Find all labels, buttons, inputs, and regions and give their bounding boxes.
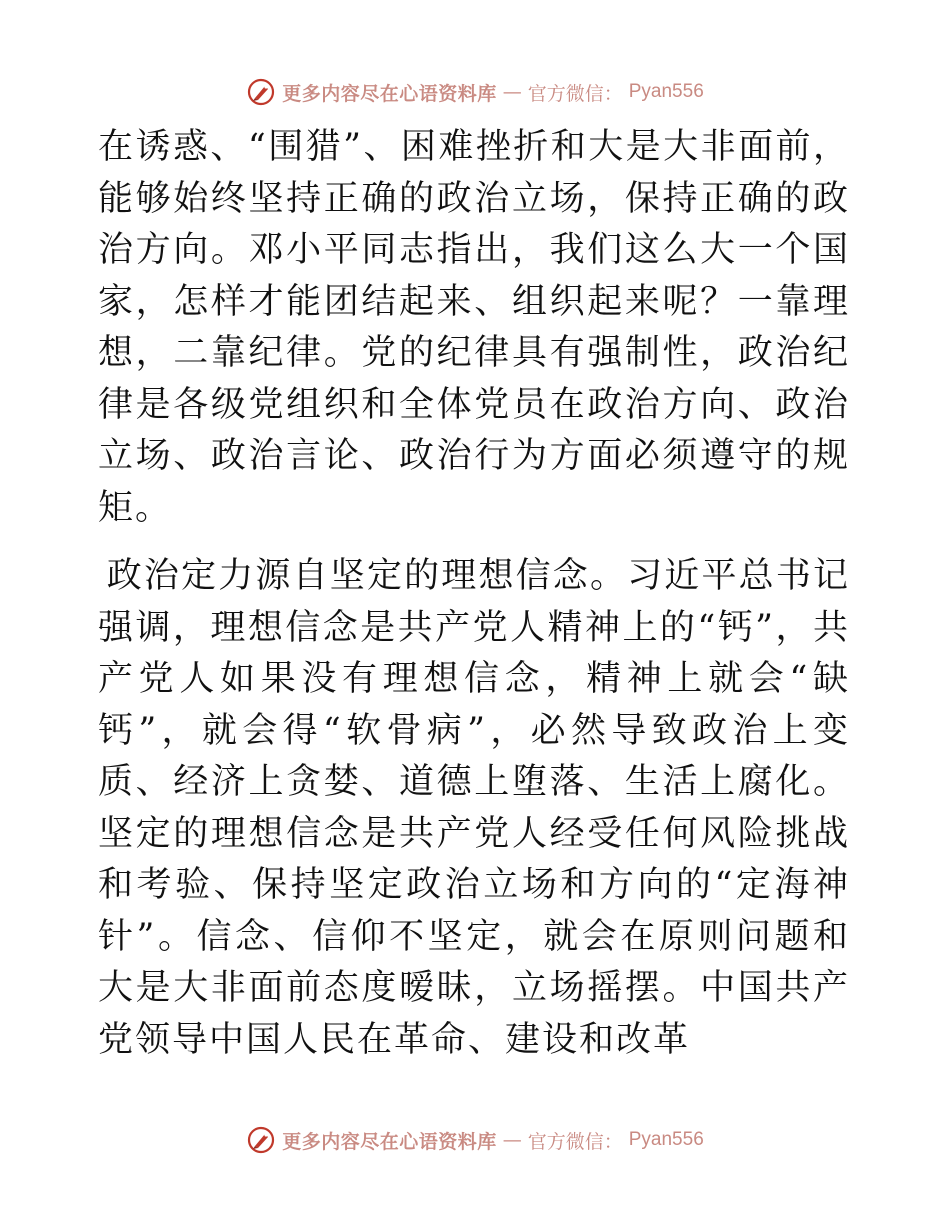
footer-banner — [0, 1120, 950, 1160]
footer-site-text: 更多内容尽在心语资料库 — [282, 1130, 497, 1153]
paragraph: 在诱惑、“围猎”、困难挫折和大是大非面前，能够始终坚持正确的政治立场，保持正确的政治方向。邓小平同志指出，我们这么大一个国家，怎样才能团结起来、组织起来呢？一靠理想，二靠纪律。党的纪律具有强制性，政治纪律是各级党组织和全体党员在政治方向、政治立场、政治言论、政治行为方面必须遵守的规矩。 — [98, 127, 850, 528]
document-body — [98, 122, 850, 1066]
header-wechat-id: Pyan556 — [628, 81, 704, 102]
header-wechat-label: 官方微信： — [527, 82, 623, 105]
header-separator: — — [502, 81, 522, 103]
pen-logo-icon — [246, 1125, 276, 1155]
footer-wechat-id: Pyan556 — [628, 1129, 704, 1150]
header-banner — [0, 72, 950, 112]
pen-logo-icon — [246, 77, 276, 107]
footer-separator: — — [502, 1129, 522, 1151]
header-site-text: 更多内容尽在心语资料库 — [282, 82, 497, 105]
paragraph: 政治定力源自坚定的理想信念。习近平总书记强调，理想信念是共产党人精神上的“钙”，共产党人如果没有理想信念，精神上就会“缺钙”，就会得“软骨病”，必然导致政治上变质、经济上贪婪、道德上堕落、生活上腐化。坚定的理想信念是共产党人经受任何风险挑战和考验、保持坚定政治立场和方向的“定海神针”。信念、信仰不坚定，就会在原则问题和大是大非面前态度暧昧，立场摇摆。中国共产党领导中国人民在革命、建设和改革 — [98, 556, 850, 1060]
footer-wechat-label: 官方微信： — [527, 1130, 623, 1153]
